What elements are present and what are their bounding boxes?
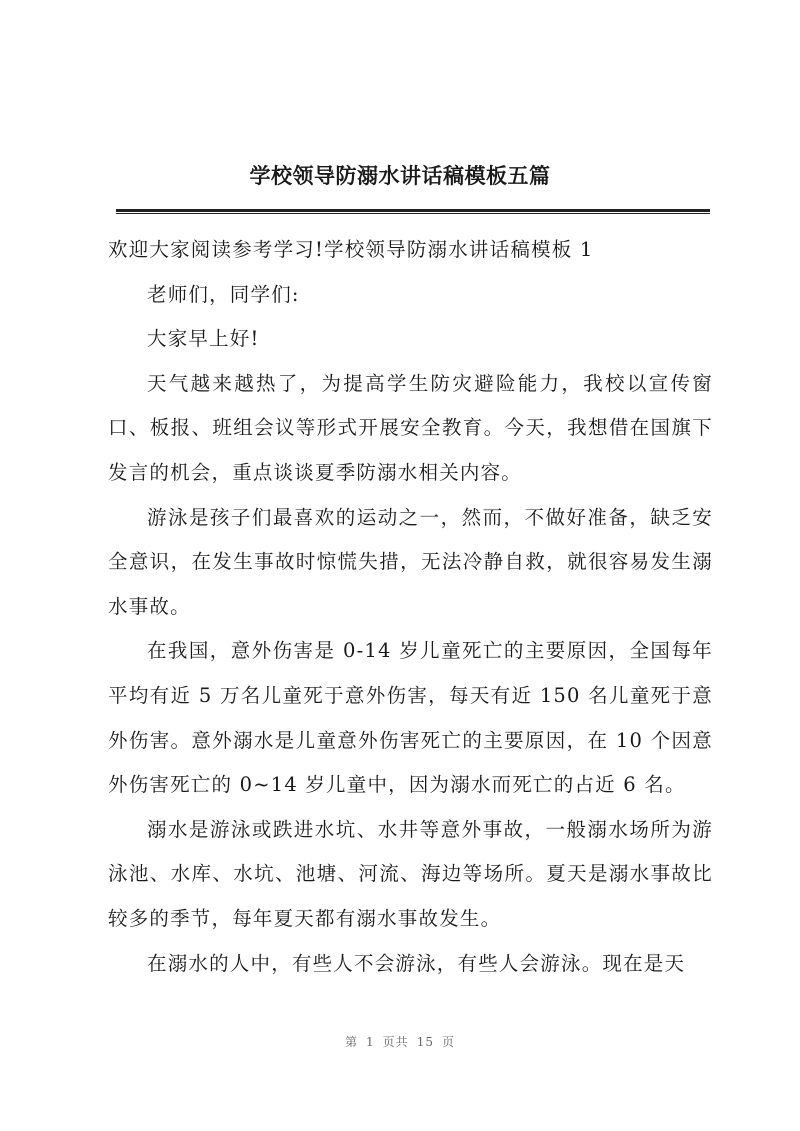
body-paragraph: 天气越来越热了，为提高学生防灾避险能力，我校以宣传窗口、板报、班组会议等形式开展安全教育。今天，我想借在国旗下发言的机会，重点谈谈夏季防溺水相关内容。 <box>108 371 713 484</box>
total-pages: 15 <box>416 1035 434 1049</box>
body-paragraph: 游泳是孩子们最喜欢的运动之一，然而，不做好准备，缺乏安全意识，在发生事故时惊慌失措，无法冷静自救，就很容易发生溺水事故。 <box>108 505 713 618</box>
intro-paragraph: 欢迎大家阅读参考学习!学校领导防溺水讲话稿模板 1 <box>108 238 594 261</box>
greeting-paragraph: 大家早上好! <box>147 327 260 351</box>
title-divider <box>116 209 710 214</box>
page-number: 1 <box>366 1035 375 1049</box>
document-body <box>108 228 713 986</box>
page-footer <box>0 1033 800 1050</box>
body-paragraph: 在我国，意外伤害是 0-14 岁儿童死亡的主要原因，全国每年平均有近 5 万名儿童死于意外伤害，每天有近 150 名儿童死于意外伤害。意外溺水是儿童意外伤害死亡的主要原因，在 10 个因意外伤害死亡的 0~14 岁儿童中，因为溺水而死亡的占近 6 名。 <box>108 639 713 797</box>
body-paragraph: 溺水是游泳或跌进水坑、水井等意外事故，一般溺水场所为游泳池、水库、水坑、池塘、河流、海边等场所。夏天是溺水事故比较多的季节，每年夏天都有溺水事故发生。 <box>108 817 713 930</box>
page-label-prefix: 第 <box>345 1035 359 1049</box>
body-paragraph: 在溺水的人中，有些人不会游泳，有些人会游泳。现在是天 <box>147 951 686 975</box>
greeting-paragraph: 老师们，同学们: <box>147 282 300 306</box>
document-title: 学校领导防溺水讲话稿模板五篇 <box>249 164 551 188</box>
page-label-suffix: 页 <box>441 1035 455 1049</box>
page-label-mid: 页共 <box>382 1035 409 1049</box>
